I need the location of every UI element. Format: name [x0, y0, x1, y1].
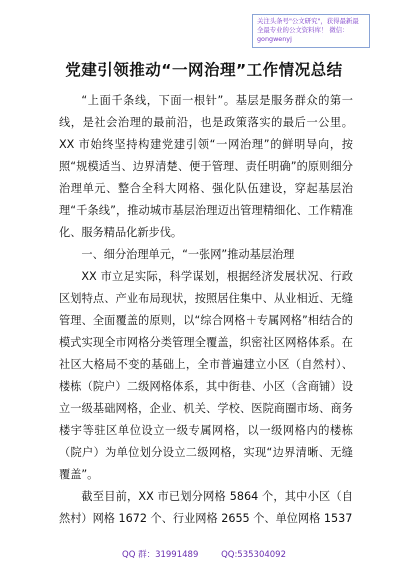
page-title: 党建引领推动“一网治理”工作情况总结 [65, 61, 343, 79]
document-body [59, 90, 353, 530]
promo-banner: 关注头条号"公文研究"，获得最新最全最专业的公文资料库！ 微信：gongwenyj [252, 14, 370, 48]
body-paragraph: XX 市立足实际，科学谋划，根据经济发展状况、行政区划特点、产业布局现状，按照居住集中、从业相近、无缝管理、全面覆盖的原则，以“综合网格＋专属网格”相结合的模式实现全市网格分类管理全覆盖，织密社区网格体系。在社区大格局不变的基础上，全市普遍建立小区（自然村）、楼栋（院户）二级网格体系，其中街巷、小区（含商铺）设立一级基础网格，企业、机关、学校、医院商圈市场、商务楼宇等驻区单位设立一级专属网格，以一级网格内的楼栋（院户）为单位划分设立二级网格，实现“边界清晰、无缝覆盖”。 [59, 270, 353, 481]
page-footer [0, 548, 408, 560]
body-paragraph-partial: 截至目前，XX 市已划分网格 5864 个，其中小区（自然村）网格 1672 个、行业网格 2655 个、单位网格 1537 [59, 490, 353, 525]
footer-qq-group: QQ 群：31991489 [122, 550, 199, 560]
intro-paragraph: “上面千条线，下面一根针”。基层是服务群众的第一线，是社会治理的最前沿，也是政策落实的最后一公里。XX 市始终坚持构建党建引领“一网治理”的鲜明导向，按照“规模适当、边界清楚、便于管理、责任明确”的原则细分治理单元、整合全科大网格、强化队伍建设，穿起基层治理“千条线”，推动城市基层治理迈出管理精细化、工作精准化、服务精品化新步伐。 [59, 94, 353, 239]
section-heading: 一、细分治理单元，“一张网”推动基层治理 [81, 248, 295, 261]
footer-qq: QQ:535304092 [221, 550, 286, 560]
